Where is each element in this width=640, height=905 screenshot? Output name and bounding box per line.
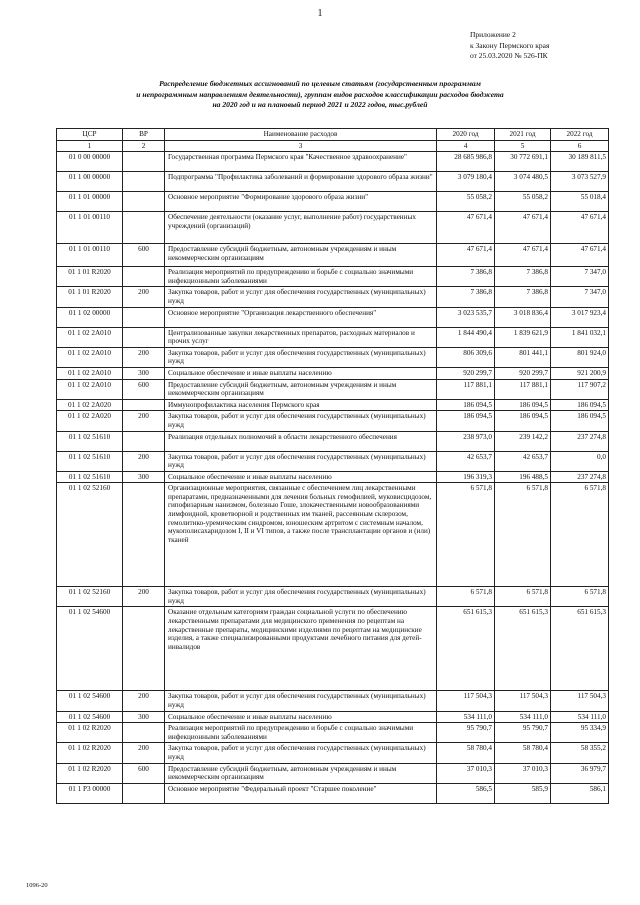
- value-2020: 95 790,7: [437, 723, 495, 743]
- value-2022: 6 571,8: [551, 587, 609, 607]
- name-cell: Централизованные закупки лекарственных препаратов, расходных материалов и прочих услуг: [165, 327, 437, 347]
- name-cell: Закупка товаров, работ и услуг для обеспечения государственных (муниципальных) нужд: [165, 287, 437, 307]
- table-row: [57, 244, 609, 267]
- value-2020: 28 685 986,8: [437, 152, 495, 172]
- vr-cell: 600: [123, 244, 165, 267]
- csr-cell: 01 1 02 R2020: [57, 723, 123, 743]
- table-row: [57, 367, 609, 379]
- value-2021: 95 790,7: [495, 723, 551, 743]
- name-cell: Предоставление субсидий бюджетным, автономным учреждениям и иным некоммерческим организациям: [165, 763, 437, 783]
- vr-cell: [123, 327, 165, 347]
- table-row: [57, 399, 609, 411]
- value-2022: 36 979,7: [551, 763, 609, 783]
- value-2021: 801 441,1: [495, 347, 551, 367]
- value-2022: 117 907,2: [551, 379, 609, 399]
- value-2021: 585,9: [495, 783, 551, 803]
- value-2020: 238 973,0: [437, 431, 495, 451]
- value-2020: 117 504,3: [437, 691, 495, 711]
- vr-cell: 300: [123, 711, 165, 723]
- vr-cell: [123, 152, 165, 172]
- table-row: [57, 411, 609, 431]
- vr-cell: [123, 172, 165, 192]
- value-2021: 30 772 691,1: [495, 152, 551, 172]
- value-2022: 237 274,8: [551, 471, 609, 483]
- value-2021: 117 881,1: [495, 379, 551, 399]
- name-cell: Реализация отдельных полномочий в области лекарственного обеспечения: [165, 431, 437, 451]
- name-cell: Основное мероприятие "Формирование здорового образа жизни": [165, 192, 437, 212]
- value-2020: 651 615,3: [437, 607, 495, 691]
- vr-cell: 200: [123, 587, 165, 607]
- value-2021: 42 653,7: [495, 451, 551, 471]
- value-2021: 196 488,5: [495, 471, 551, 483]
- value-2020: 186 094,5: [437, 411, 495, 431]
- csr-cell: 01 1 02 54600: [57, 691, 123, 711]
- value-2021: 1 839 621,9: [495, 327, 551, 347]
- csr-cell: 01 1 02 2A020: [57, 399, 123, 411]
- title-line: на 2020 год и на плановый период 2021 и 2022 годов, тыс.рублей: [212, 100, 428, 109]
- csr-cell: 01 1 01 R2020: [57, 287, 123, 307]
- title-line: и непрограммным направлениям деятельности), группам видов расходов классификации расходов бюджета: [136, 89, 504, 99]
- name-cell: Основное мероприятие "Федеральный проект "Старшее поколение": [165, 783, 437, 803]
- value-2020: 920 299,7: [437, 367, 495, 379]
- value-2022: 7 347,0: [551, 287, 609, 307]
- value-2021: 186 094,5: [495, 411, 551, 431]
- header-2020: 2020 год: [437, 129, 495, 141]
- table-row: [57, 307, 609, 327]
- value-2020: 37 010,3: [437, 763, 495, 783]
- name-cell: Реализация мероприятий по предупреждению и борьбе с социально значимыми инфекционными заболеваниями: [165, 723, 437, 743]
- table-row: [57, 379, 609, 399]
- value-2021: 7 386,8: [495, 287, 551, 307]
- value-2022: 186 094,5: [551, 399, 609, 411]
- value-2020: 3 079 180,4: [437, 172, 495, 192]
- name-cell: Государственная программа Пермского края "Качественное здравоохранение": [165, 152, 437, 172]
- value-2021: 534 111,0: [495, 711, 551, 723]
- name-cell: Оказание отдельным категориям граждан социальной услуги по обеспечению лекарственными препаратами для медицинского применения по рецептам на лекарственные препараты, медицинскими изделиями по рецептам на медицинские изделия, а также специализированными продуктами лечебного питания для детей-инвалидов: [165, 607, 437, 691]
- name-cell: Основное мероприятие "Организация лекарственного обеспечения": [165, 307, 437, 327]
- table-row: [57, 763, 609, 783]
- name-cell: Реализация мероприятий по предупреждению и борьбе с социально значимыми инфекционными заболеваниями: [165, 267, 437, 287]
- csr-cell: 01 1 02 54600: [57, 607, 123, 691]
- value-2022: 47 671,4: [551, 244, 609, 267]
- vr-cell: [123, 192, 165, 212]
- value-2020: 55 058,2: [437, 192, 495, 212]
- value-2021: 37 010,3: [495, 763, 551, 783]
- vr-cell: 200: [123, 347, 165, 367]
- vr-cell: 600: [123, 379, 165, 399]
- value-2022: 534 111,0: [551, 711, 609, 723]
- table-row: [57, 267, 609, 287]
- table-row: [57, 327, 609, 347]
- table-row: [57, 287, 609, 307]
- name-cell: Закупка товаров, работ и услуг для обеспечения государственных (муниципальных) нужд: [165, 691, 437, 711]
- value-2020: 3 023 535,7: [437, 307, 495, 327]
- value-2021: 6 571,8: [495, 587, 551, 607]
- vr-cell: 600: [123, 763, 165, 783]
- name-cell: Закупка товаров, работ и услуг для обеспечения государственных (муниципальных) нужд: [165, 743, 437, 763]
- table-row: [57, 483, 609, 587]
- csr-cell: 01 0 00 00000: [57, 152, 123, 172]
- table-row: [57, 172, 609, 192]
- value-2020: 186 094,5: [437, 399, 495, 411]
- table-row: [57, 212, 609, 244]
- table-row: [57, 451, 609, 471]
- csr-cell: 01 1 02 51610: [57, 431, 123, 451]
- value-2022: 3 073 527,9: [551, 172, 609, 192]
- table-row: [57, 347, 609, 367]
- header-2021: 2021 год: [495, 129, 551, 141]
- header-2022: 2022 год: [551, 129, 609, 141]
- csr-cell: 01 1 02 51610: [57, 451, 123, 471]
- name-cell: Закупка товаров, работ и услуг для обеспечения государственных (муниципальных) нужд: [165, 451, 437, 471]
- index-cell: 5: [495, 140, 551, 152]
- value-2021: 239 142,2: [495, 431, 551, 451]
- name-cell: Закупка товаров, работ и услуг для обеспечения государственных (муниципальных) нужд: [165, 587, 437, 607]
- value-2021: 117 504,3: [495, 691, 551, 711]
- value-2022: 651 615,3: [551, 607, 609, 691]
- name-cell: Социальное обеспечение и иные выплаты населению: [165, 367, 437, 379]
- csr-cell: 01 1 01 00110: [57, 244, 123, 267]
- vr-cell: 200: [123, 743, 165, 763]
- table-row: [57, 711, 609, 723]
- name-cell: Подпрограмма "Профилактика заболеваний и формирование здорового образа жизни": [165, 172, 437, 192]
- value-2022: 58 355,2: [551, 743, 609, 763]
- value-2020: 6 571,8: [437, 587, 495, 607]
- table-row: [57, 691, 609, 711]
- vr-cell: 200: [123, 451, 165, 471]
- name-cell: Предоставление субсидий бюджетным, автономным учреждениям и иным некоммерческим организациям: [165, 244, 437, 267]
- name-cell: Закупка товаров, работ и услуг для обеспечения государственных (муниципальных) нужд: [165, 347, 437, 367]
- table-row: [57, 783, 609, 803]
- table-row: [57, 743, 609, 763]
- value-2020: 58 780,4: [437, 743, 495, 763]
- vr-cell: [123, 399, 165, 411]
- table-row: [57, 587, 609, 607]
- appendix-line: от 25.03.2020 № 526-ПК: [470, 51, 548, 60]
- index-cell: 6: [551, 140, 609, 152]
- value-2021: 47 671,4: [495, 212, 551, 244]
- vr-cell: [123, 267, 165, 287]
- csr-cell: 01 1 01 R2020: [57, 267, 123, 287]
- vr-cell: 200: [123, 411, 165, 431]
- name-cell: Иммунопрофилактика населения Пермского края: [165, 399, 437, 411]
- csr-cell: 01 1 02 2A020: [57, 411, 123, 431]
- csr-cell: 01 1 02 52160: [57, 483, 123, 587]
- table-row: [57, 152, 609, 172]
- name-cell: Организационные мероприятия, связанные с обеспечением лиц лекарственными препаратами, предназначенными для лечения больных гемофилией, муковисцидозом, гипофизарным нанизмом, болезнью Гоше, злокачественными новообразованиями лимфоидной, кроветворной и родственных им тканей, рассеянным склерозом, гемолитико-уремическим синдромом, юношеским артритом с системным началом, мукополисахаридозом I, II и VI типов, а также после трансплантации органов и (или) тканей: [165, 483, 437, 587]
- value-2021: 3 018 836,4: [495, 307, 551, 327]
- csr-cell: 01 1 00 00000: [57, 172, 123, 192]
- value-2022: 95 334,9: [551, 723, 609, 743]
- value-2022: 586,1: [551, 783, 609, 803]
- page-number: 1: [317, 8, 323, 19]
- value-2021: 47 671,4: [495, 244, 551, 267]
- vr-cell: [123, 607, 165, 691]
- value-2020: 196 319,3: [437, 471, 495, 483]
- csr-cell: 01 1 02 2A010: [57, 379, 123, 399]
- csr-cell: 01 1 01 00000: [57, 192, 123, 212]
- csr-cell: 01 1 02 52160: [57, 587, 123, 607]
- value-2022: 3 017 923,4: [551, 307, 609, 327]
- value-2021: 3 074 480,5: [495, 172, 551, 192]
- table-row: [57, 607, 609, 691]
- vr-cell: 300: [123, 471, 165, 483]
- value-2021: 7 386,8: [495, 267, 551, 287]
- name-cell: Социальное обеспечение и иные выплаты населению: [165, 471, 437, 483]
- table-row: [57, 471, 609, 483]
- title-line: Распределение бюджетных ассигнований по целевым статьям (государственным программам: [159, 79, 481, 88]
- value-2020: 7 386,8: [437, 287, 495, 307]
- name-cell: Социальное обеспечение и иные выплаты населению: [165, 711, 437, 723]
- vr-cell: [123, 212, 165, 244]
- csr-cell: 01 1 02 2A010: [57, 327, 123, 347]
- csr-cell: 01 1 02 R2020: [57, 763, 123, 783]
- table-header-row: [57, 129, 609, 141]
- value-2022: 237 274,8: [551, 431, 609, 451]
- table-row: [57, 192, 609, 212]
- value-2022: 55 018,4: [551, 192, 609, 212]
- header-vr: ВР: [123, 129, 165, 141]
- header-csr: ЦСР: [57, 129, 123, 141]
- index-cell: 2: [123, 140, 165, 152]
- table-row: [57, 431, 609, 451]
- appendix-reference: [470, 30, 549, 62]
- appendix-line: Приложение 2: [470, 30, 516, 39]
- csr-cell: 01 1 02 51610: [57, 471, 123, 483]
- header-name: Наименование расходов: [165, 129, 437, 141]
- vr-cell: [123, 483, 165, 587]
- csr-cell: 01 1 02 00000: [57, 307, 123, 327]
- index-cell: 1: [57, 140, 123, 152]
- table-index-row: [57, 140, 609, 152]
- value-2022: 7 347,0: [551, 267, 609, 287]
- csr-cell: 01 1 02 R2020: [57, 743, 123, 763]
- value-2022: 30 189 811,5: [551, 152, 609, 172]
- vr-cell: [123, 723, 165, 743]
- budget-table: [56, 128, 609, 804]
- value-2021: 651 615,3: [495, 607, 551, 691]
- value-2020: 806 309,6: [437, 347, 495, 367]
- value-2022: 47 671,4: [551, 212, 609, 244]
- name-cell: Обеспечение деятельности (оказание услуг, выполнение работ) государственных учреждений (организаций): [165, 212, 437, 244]
- value-2022: 6 571,8: [551, 483, 609, 587]
- vr-cell: 300: [123, 367, 165, 379]
- value-2020: 42 653,7: [437, 451, 495, 471]
- footer-code: 1096-20: [26, 882, 48, 889]
- value-2020: 47 671,4: [437, 212, 495, 244]
- csr-cell: 01 1 02 2A010: [57, 367, 123, 379]
- value-2022: 921 200,9: [551, 367, 609, 379]
- name-cell: Закупка товаров, работ и услуг для обеспечения государственных (муниципальных) нужд: [165, 411, 437, 431]
- value-2020: 117 881,1: [437, 379, 495, 399]
- csr-cell: 01 1 02 2A010: [57, 347, 123, 367]
- value-2020: 586,5: [437, 783, 495, 803]
- value-2022: 186 094,5: [551, 411, 609, 431]
- value-2022: 801 924,0: [551, 347, 609, 367]
- index-cell: 3: [165, 140, 437, 152]
- value-2022: 117 504,3: [551, 691, 609, 711]
- name-cell: Предоставление субсидий бюджетным, автономным учреждениям и иным некоммерческим организациям: [165, 379, 437, 399]
- budget-table-body: [57, 129, 609, 804]
- csr-cell: 01 1 02 54600: [57, 711, 123, 723]
- value-2022: 0,0: [551, 451, 609, 471]
- csr-cell: 01 1 P3 00000: [57, 783, 123, 803]
- document-title: [70, 79, 570, 111]
- appendix-line: к Закону Пермского края: [470, 40, 550, 50]
- value-2020: 534 111,0: [437, 711, 495, 723]
- value-2020: 7 386,8: [437, 267, 495, 287]
- vr-cell: 200: [123, 691, 165, 711]
- value-2021: 55 058,2: [495, 192, 551, 212]
- value-2020: 1 844 490,4: [437, 327, 495, 347]
- vr-cell: [123, 431, 165, 451]
- vr-cell: [123, 783, 165, 803]
- value-2021: 920 299,7: [495, 367, 551, 379]
- value-2021: 58 780,4: [495, 743, 551, 763]
- value-2022: 1 841 032,1: [551, 327, 609, 347]
- value-2020: 47 671,4: [437, 244, 495, 267]
- vr-cell: 200: [123, 287, 165, 307]
- csr-cell: 01 1 01 00110: [57, 212, 123, 244]
- value-2021: 186 094,5: [495, 399, 551, 411]
- vr-cell: [123, 307, 165, 327]
- index-cell: 4: [437, 140, 495, 152]
- value-2020: 6 571,8: [437, 483, 495, 587]
- table-row: [57, 723, 609, 743]
- value-2021: 6 571,8: [495, 483, 551, 587]
